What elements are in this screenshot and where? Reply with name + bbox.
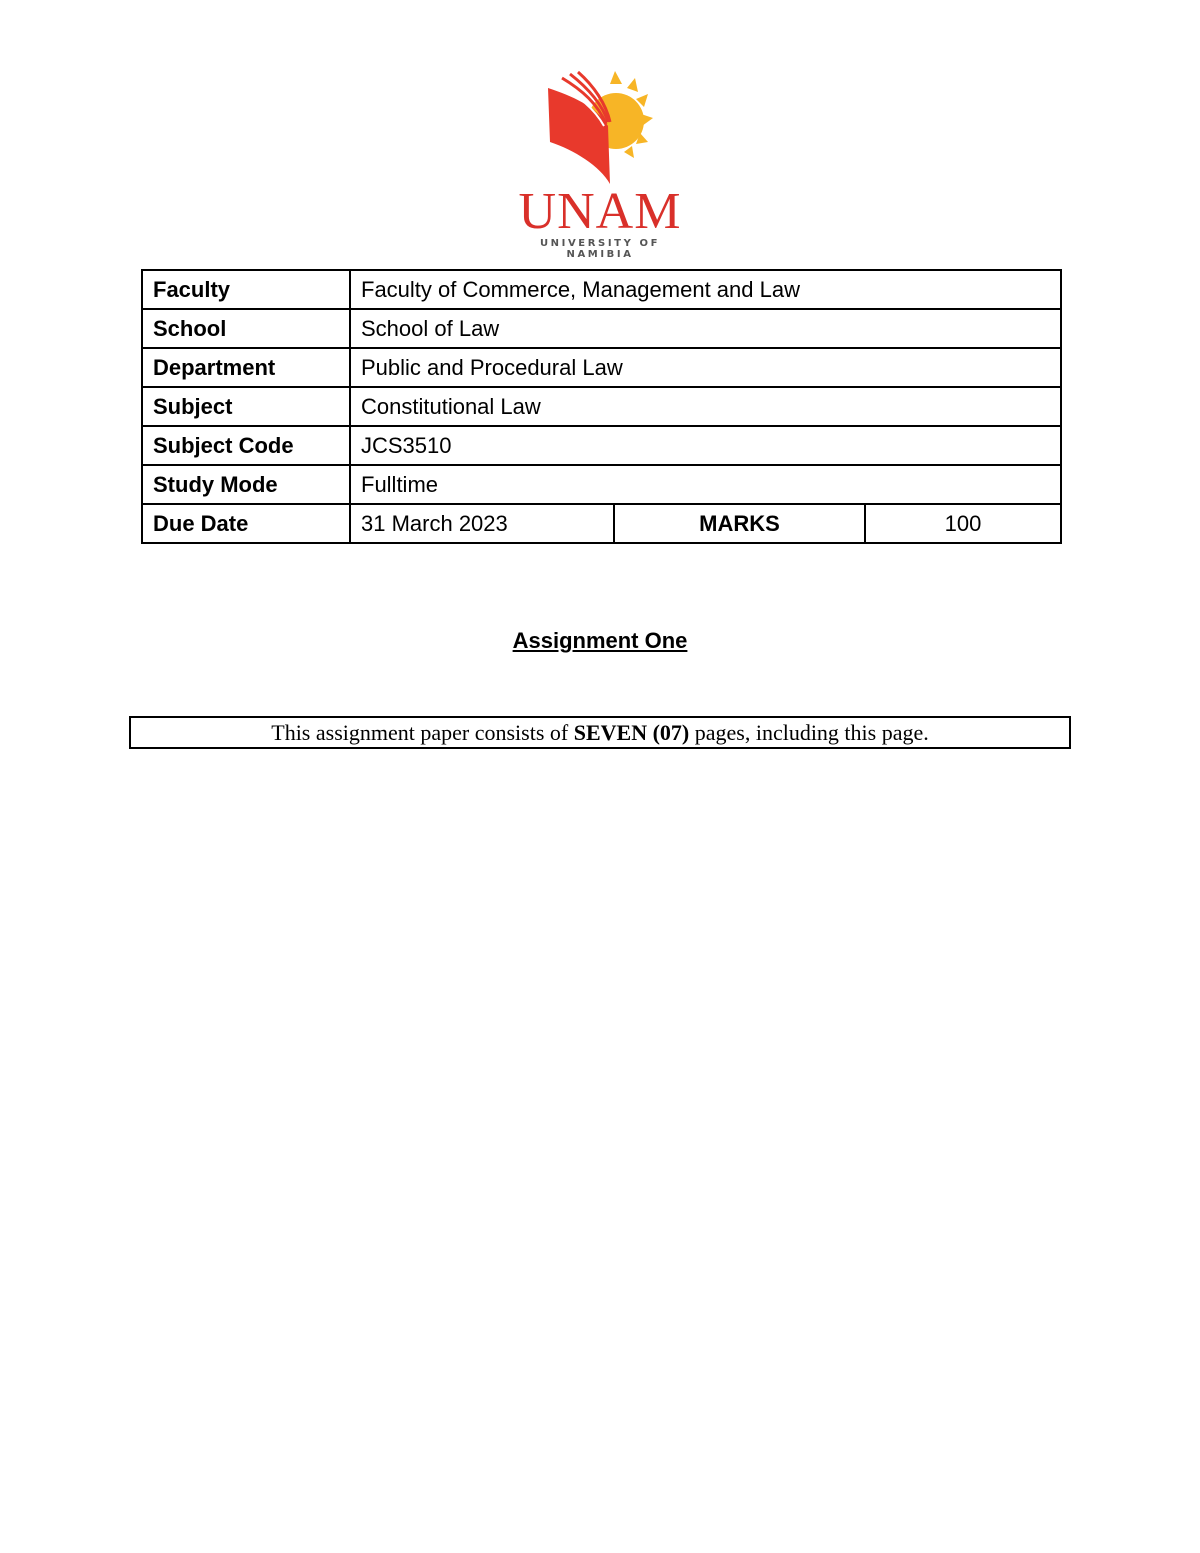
study-mode-label: Study Mode — [142, 465, 350, 504]
school-label: School — [142, 309, 350, 348]
faculty-value: Faculty of Commerce, Management and Law — [350, 270, 1061, 309]
department-label: Department — [142, 348, 350, 387]
notice-prefix: This assignment paper consists of — [271, 720, 574, 745]
study-mode-value: Fulltime — [350, 465, 1061, 504]
assignment-title: Assignment One — [512, 628, 688, 653]
subject-code-label: Subject Code — [142, 426, 350, 465]
notice-emphasis: SEVEN (07) — [573, 720, 690, 745]
unam-logo — [510, 66, 690, 260]
school-value: School of Law — [350, 309, 1061, 348]
logo-subtitle: UNIVERSITY OF NAMIBIA — [539, 238, 661, 260]
page-count-notice — [129, 716, 1071, 749]
due-date-label: Due Date — [142, 504, 350, 543]
unam-logo-icon — [510, 66, 690, 186]
subject-code-value: JCS3510 — [350, 426, 1061, 465]
table-row — [142, 387, 1061, 426]
marks-value: 100 — [865, 504, 1061, 543]
notice-suffix: pages, including this page. — [689, 720, 929, 745]
subject-label: Subject — [142, 387, 350, 426]
marks-label: MARKS — [614, 504, 865, 543]
logo-wordmark: UNAM — [518, 183, 682, 240]
department-value: Public and Procedural Law — [350, 348, 1061, 387]
table-row — [142, 309, 1061, 348]
table-row — [142, 504, 1061, 543]
subject-value: Constitutional Law — [350, 387, 1061, 426]
faculty-label: Faculty — [142, 270, 350, 309]
assignment-info-table — [141, 269, 1062, 544]
table-row — [142, 426, 1061, 465]
table-row — [142, 270, 1061, 309]
table-row — [142, 348, 1061, 387]
table-row — [142, 465, 1061, 504]
due-date-value: 31 March 2023 — [350, 504, 614, 543]
